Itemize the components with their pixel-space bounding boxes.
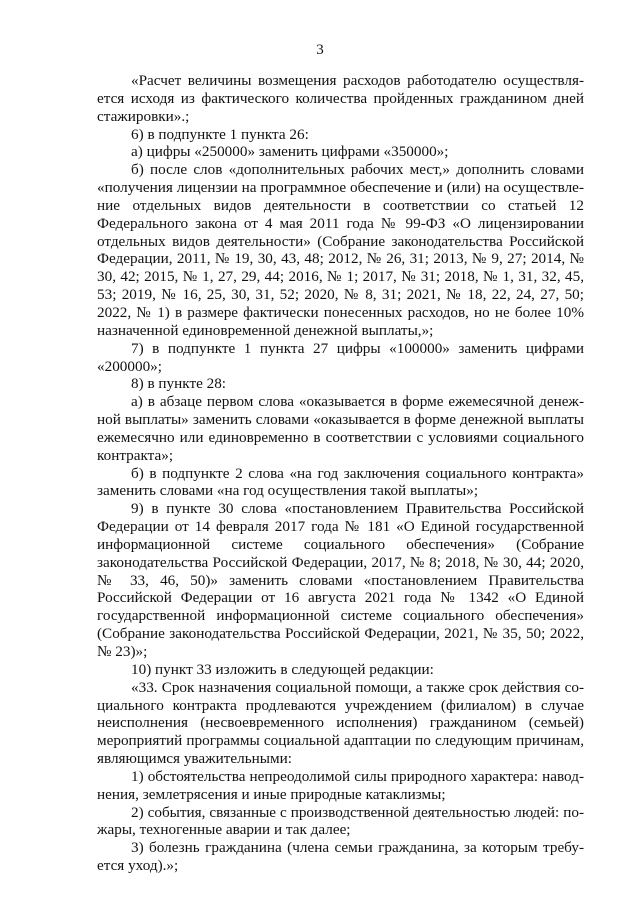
page-number: 3 bbox=[316, 42, 324, 58]
paragraph-item-10: 10) пункт 33 изложить в следующей редакции: bbox=[131, 660, 434, 678]
paragraph-item-6b: б) после слов «дополнительных рабочих мест,» дополнить словами «получения лицензии на программное обеспечение и (или) на осуществление отдельных видов деятельности в соответствии со статьей 12 Федерального закона от 4 мая 2011 года № 99-ФЗ «О лицензировании отдельных видов деятельности» (Собрание законодательства Российской Федерации, 2011, № 19, 30, 43, 48; 2012, № 26, 31; 2013, № 9, 27; 2014, № 30, 42; 2015, № 1, 27, 29, 44; 2016, № 1; 2017, № 31; 2018, № 1, 31, 32, 45, 53; 2019, № 16, 25, 30, 31, 52; 2020, № 8, 31; 2021, № 18, 22, 24, 27, 50; 2022, № 1) в размере фактически понесенных расходов, но не более 10% назначенной единовременной денежной выплаты,»; bbox=[97, 161, 584, 339]
paragraph-item-8b: б) в подпункте 2 слова «на год заключения социального контракта» заменить словами «на год осуществления такой выплаты»; bbox=[97, 464, 584, 500]
paragraph-item-7: 7) в подпункте 1 пункта 27 цифры «100000» заменить цифрами «200000»; bbox=[97, 339, 584, 375]
paragraph-item-8: 8) в пункте 28: bbox=[131, 375, 227, 393]
paragraph-reason-1: 1) обстоятельства непреодолимой силы природного характера: наводнения, землетрясения и иные природные катаклизмы; bbox=[97, 767, 584, 803]
paragraph-item-33: «33. Срок назначения социальной помощи, а также срок действия социального контракта продлеваются учреждением (филиалом) в случае неисполнения (несвоевременного исполнения) гражданином (семьей) мероприятий программы социальной адаптации по следующим причинам, являющимся уважительными: bbox=[97, 678, 584, 768]
paragraph-item-6: 6) в подпункте 1 пункта 26: bbox=[131, 125, 309, 143]
document-body bbox=[97, 72, 584, 875]
paragraph-item-8a: а) в абзаце первом слова «оказывается в форме ежемесячной денежной выплаты» заменить словами «оказывается в форме денежной выплаты ежемесячно или единовременно в соответствии с условиями социального контракта»; bbox=[97, 393, 584, 464]
paragraph-reason-2: 2) события, связанные с производственной деятельностью людей: пожары, техногенные аварии и так далее; bbox=[97, 803, 584, 839]
paragraph-reimbursement-calculation: «Расчет величины возмещения расходов работодателю осуществляется исходя из фактического количества пройденных гражданином дней стажировки».; bbox=[97, 72, 584, 125]
paragraph-item-6a: а) цифры «250000» заменить цифрами «350000»; bbox=[131, 143, 449, 161]
paragraph-item-9: 9) в пункте 30 слова «постановлением Правительства Российской Федерации от 14 февраля 2017 года № 181 «О Единой государственной информационной системе социального обеспечения» (Собрание законодательства Российской Федерации, 2017, № 8; 2018, № 30, 44; 2020, № 33, 46, 50)» заменить словами «постановлением Правительства Российской Федерации от 16 августа 2021 года № 1342 «О Единой государственной информационной системе социального обеспечения» (Собрание законодательства Российской Федерации, 2021, № 35, 50; 2022, № 23)»; bbox=[97, 500, 584, 660]
paragraph-reason-3: 3) болезнь гражданина (члена семьи гражданина, за которым требуется уход).»; bbox=[97, 839, 584, 875]
